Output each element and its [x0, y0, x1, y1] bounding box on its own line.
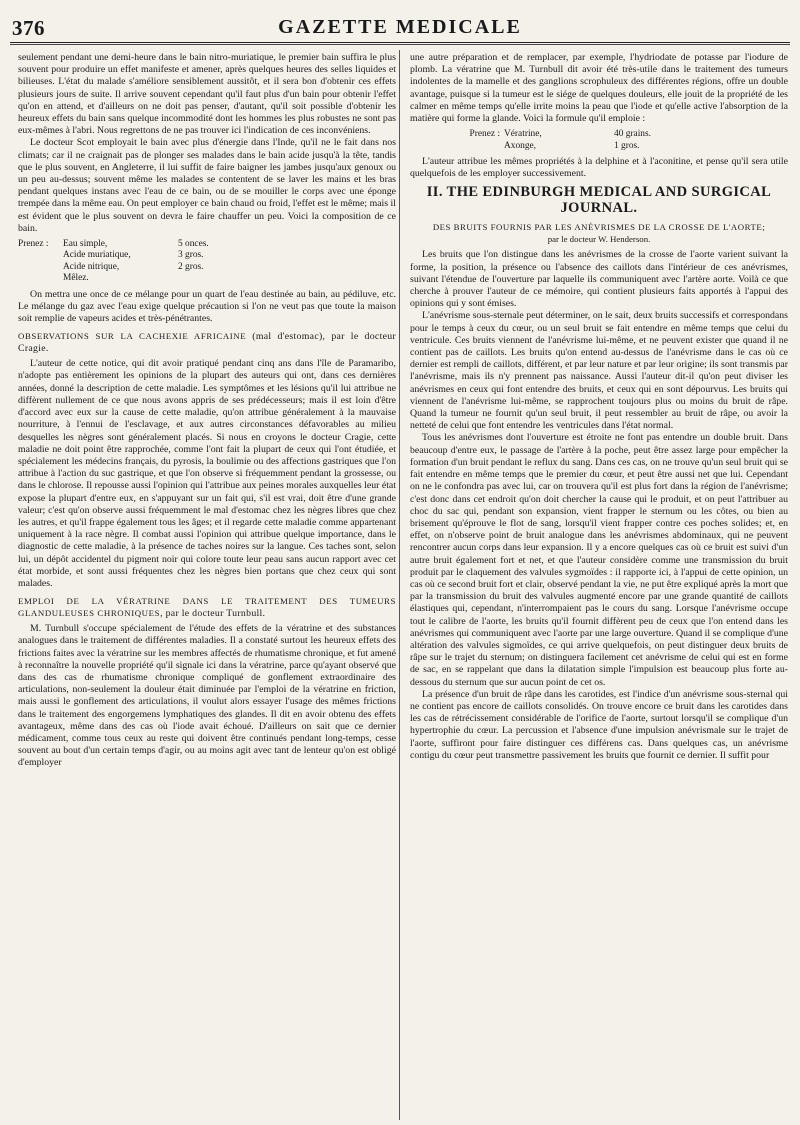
right-column: [410, 52, 788, 1118]
article-title-veratrine: [18, 596, 396, 619]
formula-row: Acide muriatique, 3 gros.: [63, 250, 204, 261]
bath-formula: [18, 239, 396, 285]
paragraph: L'auteur attribue les mêmes propriétés à la delphine et à l'aconitine, et pense qu'il sera utile quelquefois de les employer successivement.: [410, 156, 788, 180]
article-title-text: DES BRUITS FOURNIS PAR LES ANÉVRISMES DE LA CROSSE DE L'AORTE;: [432, 222, 766, 233]
column-divider: [399, 50, 400, 1120]
page-number: 376: [12, 16, 45, 40]
journal-title: GAZETTE MEDICALE: [278, 16, 522, 38]
page-header: [10, 12, 790, 43]
formula-row: Prenez : Eau simple, 5 onces.: [18, 239, 209, 250]
article-author: , par le docteur Turnbull.: [160, 607, 266, 619]
formula-row: Mêlez.: [63, 273, 89, 284]
header-rule: [10, 44, 790, 45]
article-title-cachexie: [18, 331, 396, 354]
formula-row: Acide nitrique, 2 gros.: [63, 261, 204, 272]
paragraph: Les bruits que l'on distingue dans les anévrismes de la crosse de l'aorte varient suivant la forme, la position, la présence ou l'absence des caillots dans l'intérieur de ces anévrismes, suivant l'étendue de l'ouverture par laquelle ils communiquent avec l'artère aorte. Voilà ce que cherche à prouver l'auteur de ce mémoire, qui contient plusieurs faits apportés à l'appui des opinions qui y sont émises.: [410, 249, 788, 310]
article-title-anevrismes: [410, 222, 788, 245]
formula-row: Axonge, 1 gros.: [504, 140, 640, 151]
veratrine-formula: [410, 129, 788, 152]
paragraph: La présence d'un bruit de râpe dans les carotides, est l'indice d'un anévrisme sous-sternal qui ne contient pas encore de caillots consolidés. On trouve encore ce bruit dans les carotides dans les cas de rétrécissement considérable de l'orifice de l'aorte, surtout lorsqu'il se complique d'un hypertrophie du cœur. La percussion et l'absence d'une impulsion anévrismale sur le trajet de l'aorte, suffiront pour faire distinguer ces différens cas. Dans quelques cas, un anévrisme contigu du cœur peut transmettre passivement les bruits que fournit ce dernier. Il suffit pour: [410, 688, 788, 761]
left-column: [18, 52, 396, 1118]
paragraph: Tous les anévrismes dont l'ouverture est étroite ne font pas entendre un double bruit. Dans beaucoup d'entre eux, le passage de l'artère à la poche, peut être assez large pour empêcher la formation d'un bruit pendant le reflux du sang. Dans ces cas, on ne trouve qu'un seul bruit qui se fait entendre en même temps que le premier du cœur, et peut être aussi net que lui. Cependant on ne le confondra pas avec lui, car on trouvera qu'il est plus fort dans la région de l'anévrisme; c'est donc dans cet endroit qu'on doit chercher la cause qui le produit, et on peut l'attribuer au choc du sac qui, pendant son expansion, vient frapper le sternum ou les côtes, ou bien au brisement qu'éprouve le flot de sang, lorsqu'il vient frapper contre ces poches solides; et, en effet, on n'observe point de bruit analogue dans les anévrismes abdominaux, qui ne peuvent rencontrer aucun corps dans leur expansion. Il y a encore quelques cas où ce bruit est suivi d'un autre bruit également fort et net, et que l'auteur considère comme une transmission du bruit produit par le claquement des valvules sygmoïdes : il rapporte ici, à l'appui de cette opinion, un cas où ce second bruit fort et clair, observé pendant la vie, ne put être expliqué après la mort que par la transmission du bruit des valvules augmenté encore par une grande quantité de caillots élastiques qui, cependant, n'interrompaient pas le cours du sang. Lorsque l'anévrisme occupe tout le calibre de l'aorte, les bruits qu'il fournit diffèrent peu de ceux que l'on entend dans les anévrismes qui communiquent avec l'aorte par une large ouverture. Quand il se complique d'une altération des valvules sigmoïdes, ce qui arrive quelquefois, on peut distinguer deux bruits de râpe sur le trajet du sternum; on distinguera facilement cet anévrisme de celui qui est en forme de sac, en se rappelant que dans la dilatation simple l'impulsion est beaucoup plus forte au-dessous du sternum que sur aucun point de cet os.: [410, 432, 788, 688]
paragraph: Le docteur Scot employait le bain avec plus d'énergie dans l'Inde, qu'il ne le fait dans nos climats; car il ne craignait pas de plonger ses malades dans le bain acide jusqu'à la tête, tandis que le plus souvent, en Angleterre, il lui suffit de faire baigner les jambes jusqu'aux genoux ou un peu au-dessus; souvent même les malades se contentent de se laver les mains et les bras pendant quelques instans avec l'eau de ce bain, ou de se mouiller le corps avec une éponge trempée dans la même eau. On peut employer ce bain chaud ou froid, l'effet est le même; mais il est évident que le plus souvent on devra le faire chauffer un peu. Voici la composition de ce bain.: [18, 137, 396, 234]
article-author: par le docteur W. Henderson.: [547, 233, 651, 244]
paragraph: M. Turnbull s'occupe spécialement de l'étude des effets de la vératrine et des substances analogues dans le traitement de différentes maladies. Il a constaté surtout les heureux effets des frictions faites avec la vératrine sur les membres affectés de rhumatisme chronique, et fut amené à reconnaître la nouvelle propriété qu'il signale ici dans la vératrine, parce qu'ayant observé que dans des cas de rhumatisme chronique compliqué de gonflement extraordinaire des articulations, non-seulement la douleur était diminuée par l'emploi de la vératrine en friction, mais aussi le gonflement des articulations, il voulut alors essayer l'usage des mêmes frictions dans le traitement des engorgemens lymphatiques des glandes. Il dit en avoir obtenu des effets avantageux, même dans des cas où l'iode avait échoué. D'ailleurs on sait que ce dernier médicament, comme tous ceux au reste qui doivent être continués pendant long-temps, cesse souvent au bout d'un certain temps d'agir, ou au moins agit avec tant de lenteur qu'on est obligé d'employer: [18, 623, 396, 769]
paragraph: L'auteur de cette notice, qui dit avoir pratiqué pendant cinq ans dans l'île de Paramaribo, n'adopte pas entièrement les opinions de la plupart des auteurs qui ont, dans ces dernières années, donné la description de cette maladie. Les symptômes et les lésions qu'il lui attribue ne diffèrent nullement de ce que nous avons appris de ses prédécesseurs; mais il est loin d'être d'accord avec eux sur la cause de cette maladie, qu'on attribue généralement à la mauvaise nourriture, à l'ennui de l'esclavage, et aux autres circonstances défavorables au milieu desquelles les nègres sont généralement placés. Si nous en croyons le docteur Cragie, cette maladie ne doit point être rapprochée, comme l'ont fait la plupart de ceux qui l'ont étudiée, et spécialement les médecins français, du pyrosis, la boulimie ou des affections gastriques que l'on attribue à l'action du suc gastrique, et que l'on observe si fréquemment pendant la grossesse, ou dans le chlorose. Il repousse aussi l'opinion qui l'attribue aux peines morales auxquelles leur état expose la plupart d'entre eux, en s'appuyant sur un fait qui, s'il est vrai, doit être d'une grande valeur; c'est qu'on observe aussi fréquemment le mal d'estomac chez les nègres libres que chez les autres, et qu'il frappe également tous les âges; et il regarde cette maladie comme appartenant uniquement à la race nègre. Il combat aussi l'opinion qui attribue quelque importance, dans le diagnostic de cette maladie, à la présence de taches noires sur la langue. Ces taches sont, selon lui, un dépôt accidentel du pigment noir qui colore toute leur peau sans aucun rapport avec cet état morbide, et sont aussi fréquentes chez les nègres bien portans que chez ceux qui sont malades.: [18, 358, 396, 589]
formula-row: Prenez : Vératrine, 40 grains.: [469, 129, 651, 140]
paragraph: On mettra une once de ce mélange pour un quart de l'eau destinée au bain, au pédiluve, etc. Le mélange du gaz avec l'eau exige quelque précaution si l'on ne veut pas que toute la maison soit remplie de vapeurs acides et très-pénétrantes.: [18, 288, 396, 325]
article-title-text: EMPLOI DE LA VÉRATRINE DANS LE TRAITEMENT DES TUMEURS GLANDULEUSES CHRONIQUES: [18, 596, 396, 618]
article-title-text: OBSERVATIONS SUR LA CACHEXIE AFRICAINE: [18, 331, 247, 342]
paragraph: L'anévrisme sous-sternale peut déterminer, on le sait, deux bruits successifs et correspondans pour le temps à ceux du cœur, ou un seul bruit se fait entendre en même temps que celui du ventricule. Ces bruits viennent de l'anévrisme lui-même, et ne peuvent exister que quand il ne contient pas de caillots. Les bruits qu'on entend au-dessus de l'anévrisme dans le cas où ce dernier est rempli de caillots, différent, et par leur nature et par leur origine; ils sont transmis par l'anévrisme, mais ils n'y prennent pas naissance. Aussi l'auteur dit-il qu'on peut diviser les anévrismes en ceux qui font entendre des bruits, et ceux qui en sont dépourvus. Les bruits qui viennent de l'anévrisme lui-même, se rapprochent toujours plus ou moins du bruit de râpe. Quand la tumeur ne fournit qu'un seul bruit, il peut ressembler au bruit de râpe, ou avoir la netteté de celui que font entendre les ventricules dans l'état normal.: [410, 310, 788, 432]
article-author: (mal d'estomac), par le docteur Cragie.: [18, 331, 396, 354]
paragraph: seulement pendant une demi-heure dans le bain nitro-muriatique, le premier bain suffira le plus souvent pour produire un effet manifeste et amener, après quelques heures des selles liquides et bilieuses. L'état du malade s'améliore sensiblement aussitôt, et il sera bon d'obtenir ces effets plusieurs jours de suite. Il arrive souvent cependant qu'il faut plus d'un bain pour obtenir l'effet qu'on en attend, et d'ailleurs on ne doit pas penser, d'autant, qu'il soit possible d'obtenir les heureux effets du bain sans quelque incommodité dont les hommes les plus robustes ne sont pas eux-mêmes à l'abri. Nous regrettons de ne pas trouver ici l'indication de ces inconvéniens.: [18, 52, 396, 137]
paragraph: une autre préparation et de remplacer, par exemple, l'hydriodate de potasse par l'iodure de plomb. La vératrine que M. Turnbull dit avoir été très-utile dans le traitement des tumeurs indolentes de la mamelle et des ganglions scrophuleux des différentes régions, offre un double avantage, puisque si la tumeur est le siége de quelques douleurs, elle jouit de la propriété de les calmer en même temps qu'elle irrite moins la peau que l'iode et qu'elle active l'absorption de la matière qui forme la glande. Voici la formule qu'il emploie :: [410, 52, 788, 125]
section-title: II. THE EDINBURGH MEDICAL AND SURGICAL JOURNAL.: [426, 184, 772, 217]
